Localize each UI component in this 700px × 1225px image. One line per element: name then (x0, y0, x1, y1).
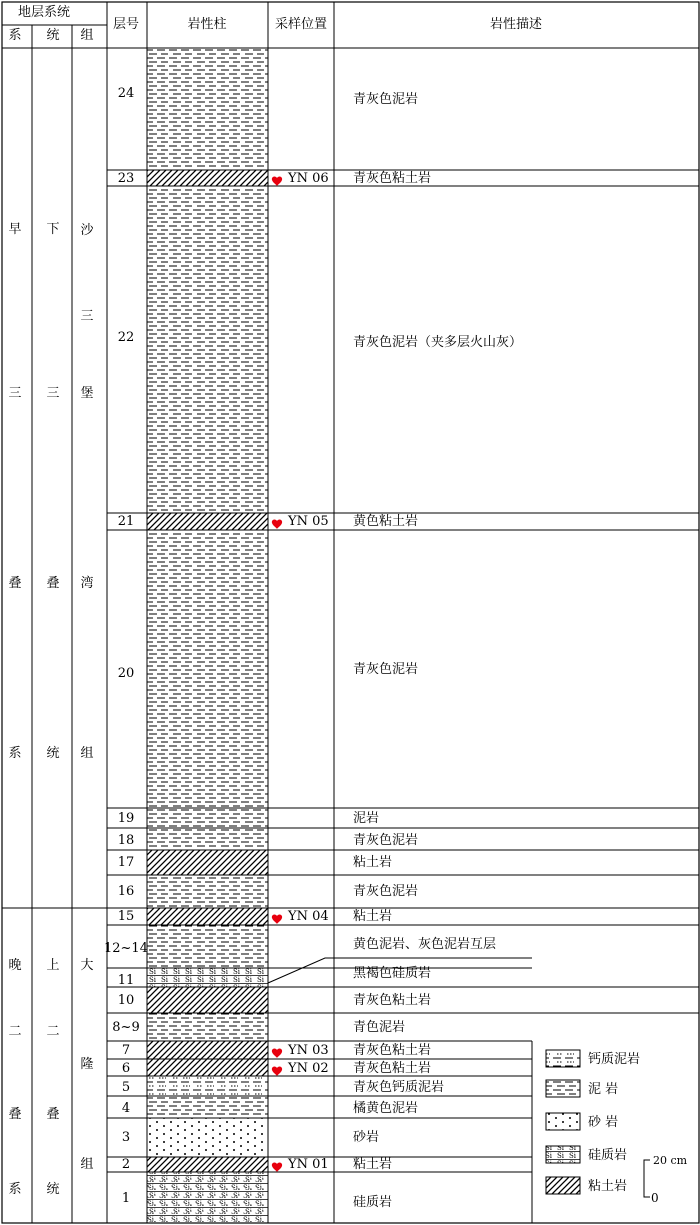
layer-number: 24 (117, 86, 135, 101)
sample-label: YN 02 (288, 1061, 329, 1076)
lithology-band-3 (147, 1118, 268, 1157)
unit-upper-system: 叠 (8, 1107, 22, 1122)
layer-number: 1 (121, 1191, 131, 1206)
sample-label: YN 04 (288, 909, 329, 924)
layer-number: 19 (117, 811, 135, 826)
legend-swatch (546, 1050, 580, 1067)
layer-number: 4 (121, 1101, 131, 1116)
lithology-band-20 (147, 530, 268, 808)
legend-label: 粘土岩 (588, 1179, 628, 1194)
layer-number: 23 (117, 171, 135, 186)
lithology-band-11 (147, 968, 268, 987)
layer-number: 20 (117, 666, 135, 681)
lithology-band-6 (147, 1059, 268, 1076)
lithology-band-2 (147, 1157, 268, 1172)
layer-number: 17 (117, 855, 135, 870)
layer-number: 21 (117, 514, 135, 529)
layer-number: 12~14 (104, 941, 148, 956)
layer-description: 砂岩 (353, 1130, 380, 1145)
lithology-band-18 (147, 828, 268, 850)
layer-description: 青灰色粘土岩 (353, 1043, 432, 1058)
unit-upper-series: 上 (46, 958, 60, 973)
lithology-band-24 (147, 48, 268, 170)
unit-lower-formation: 堡 (80, 386, 94, 401)
layer-description: 黄色泥岩、灰色泥岩互层 (353, 937, 497, 952)
lithology-band-10 (147, 987, 268, 1013)
lithology-band-1-offset (147, 1180, 268, 1188)
header-layer-no: 层号 (112, 17, 140, 32)
layer-description: 粘土岩 (353, 1157, 393, 1172)
header-series: 统 (46, 28, 60, 43)
lithology-band-12-14 (147, 925, 268, 968)
unit-lower-system: 叠 (8, 576, 22, 591)
lithology-band-21 (147, 513, 268, 530)
layer-number: 2 (121, 1157, 131, 1172)
header-lithology-column: 岩性柱 (187, 17, 227, 32)
unit-upper-series: 叠 (46, 1107, 60, 1122)
unit-upper-series: 统 (46, 1182, 60, 1197)
unit-lower-formation: 三 (80, 309, 94, 324)
layer-number: 22 (117, 330, 135, 345)
header-strat-system: 地层系统 (17, 5, 71, 20)
legend-item (546, 1177, 627, 1194)
layer-number: 11 (117, 973, 135, 988)
unit-lower-formation: 沙 (80, 223, 94, 238)
legend-item (546, 1113, 618, 1130)
unit-lower-series: 下 (46, 222, 60, 237)
lithology-band-7 (147, 1041, 268, 1059)
lithology-legend (546, 1050, 640, 1194)
unit-upper-system: 二 (8, 1024, 22, 1039)
unit-upper-formation: 组 (80, 1157, 94, 1172)
legend-label: 钙质泥岩 (588, 1052, 641, 1067)
layer-description: 青灰色钙质泥岩 (353, 1080, 445, 1095)
header-sample-location: 采样位置 (274, 17, 328, 32)
layer-description: 粘土岩 (353, 855, 393, 870)
layer-description: 青灰色粘土岩 (353, 993, 432, 1008)
layer-number: 18 (117, 833, 135, 848)
legend-label: 泥 岩 (588, 1082, 619, 1097)
sample-marker (272, 520, 282, 529)
heart-icon (272, 1163, 282, 1172)
layer-description: 青灰色泥岩（夹多层火山灰） (353, 335, 523, 350)
header-formation: 组 (80, 28, 94, 43)
layer-description: 橘黄色泥岩 (353, 1101, 419, 1116)
lithology-band-1-offset (147, 1212, 268, 1221)
layer-number: 5 (121, 1080, 131, 1095)
header-system: 系 (8, 28, 22, 43)
layer-description: 青灰色泥岩 (353, 833, 419, 848)
layer-number: 15 (117, 909, 135, 924)
legend-swatch (546, 1113, 580, 1130)
header-lithology-description: 岩性描述 (489, 17, 543, 32)
sample-label: YN 05 (288, 514, 329, 529)
unit-lower-system: 三 (8, 386, 22, 401)
lithology-band-22 (147, 186, 268, 513)
heart-icon (272, 1067, 282, 1076)
sample-marker (272, 1067, 282, 1076)
layer-number: 6 (121, 1061, 131, 1076)
heart-icon (272, 520, 282, 529)
scale-bar (644, 1154, 688, 1205)
scale-bottom-label: 0 (651, 1191, 659, 1205)
layer-description: 青灰色泥岩 (353, 662, 419, 677)
unit-upper-formation: 大 (80, 958, 94, 973)
layer-description: 青灰色粘土岩 (353, 1061, 432, 1076)
sample-marker (272, 915, 282, 924)
sample-label: YN 01 (288, 1157, 329, 1172)
layer-number: 8~9 (112, 1020, 140, 1035)
unit-upper-series: 二 (46, 1024, 60, 1039)
legend-item (546, 1050, 640, 1067)
layer-description: 黑褐色硅质岩 (353, 966, 432, 981)
scale-top-label: 20 cm (653, 1154, 688, 1167)
layer-number: 10 (117, 993, 135, 1008)
sample-label: YN 06 (288, 171, 329, 186)
unit-upper-formation: 隆 (80, 1057, 94, 1072)
legend-item (546, 1080, 618, 1097)
sample-marker (272, 177, 282, 186)
sample-marker (272, 1163, 282, 1172)
heart-icon (272, 177, 282, 186)
sample-label: YN 03 (288, 1043, 329, 1058)
unit-lower-system: 早 (8, 222, 22, 237)
layer-description: 泥岩 (353, 811, 380, 826)
layer-description: 青灰色泥岩 (353, 92, 419, 107)
layer-description: 硅质岩 (353, 1195, 393, 1210)
legend-swatch (546, 1080, 580, 1097)
layer-description: 黄色粘土岩 (353, 514, 419, 529)
legend-label: 硅质岩 (588, 1148, 628, 1163)
layer-description: 青灰色粘土岩 (353, 171, 432, 186)
lithology-band-4 (147, 1096, 268, 1118)
legend-swatch (546, 1146, 580, 1163)
lithology-band-23 (147, 170, 268, 186)
unit-upper-system: 晚 (8, 958, 22, 973)
unit-lower-formation: 湾 (80, 576, 94, 591)
sample-marker (272, 1049, 282, 1058)
layer-description: 青灰色泥岩 (353, 884, 419, 899)
layer-number: 3 (121, 1130, 131, 1145)
heart-icon (272, 1049, 282, 1058)
legend-item (546, 1146, 627, 1163)
unit-lower-system: 系 (8, 746, 22, 761)
unit-upper-system: 系 (8, 1182, 22, 1197)
lithology-band-1-offset (147, 1196, 268, 1204)
lithology-band-16 (147, 875, 268, 908)
unit-lower-formation: 组 (80, 746, 94, 761)
layer-number: 7 (121, 1043, 131, 1058)
unit-lower-series: 统 (46, 746, 60, 761)
lithology-band-17 (147, 850, 268, 875)
lithology-band-15 (147, 908, 268, 925)
legend-label: 砂 岩 (588, 1115, 619, 1130)
lithology-band-5 (147, 1076, 268, 1096)
legend-swatch (546, 1177, 580, 1194)
unit-lower-series: 三 (46, 386, 60, 401)
unit-lower-series: 叠 (46, 576, 60, 591)
layer-number: 16 (117, 884, 135, 899)
lithology-band-8-9 (147, 1013, 268, 1041)
lithology-band-19 (147, 808, 268, 828)
heart-icon (272, 915, 282, 924)
layer-description: 粘土岩 (353, 909, 393, 924)
layer-description: 青色泥岩 (353, 1020, 406, 1035)
